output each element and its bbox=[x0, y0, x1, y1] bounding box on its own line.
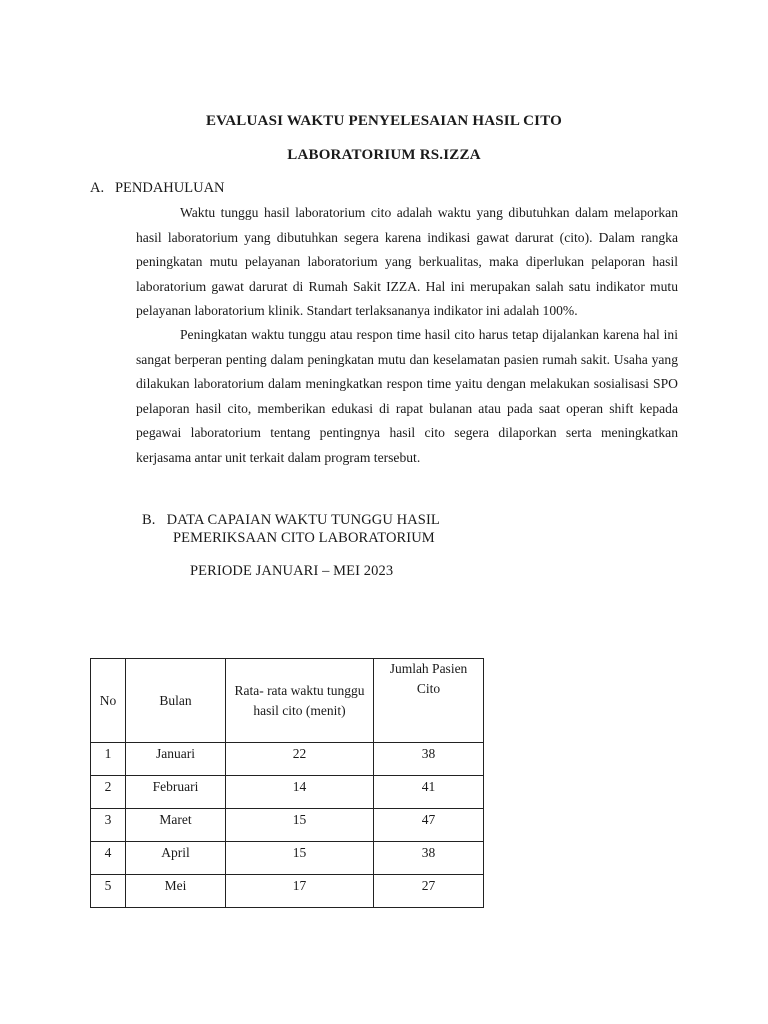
paragraph-1-text: Waktu tunggu hasil laboratorium cito adalah waktu yang dibutuhkan dalam melaporkan hasil laboratorium yang dibutuhkan segera karena indikasi gawat darurat (cito). Dalam rangka peningkatan mutu pelayanan laboratorium yang berkualitas, maka diperlukan pelaporan hasil laboratorium gawat darurat di Rumah Sakit IZZA. Hal ini merupakan salah satu indikator mutu pelayanan laboratorium klinik. Standart terlaksananya indikator ini adalah 100%. bbox=[136, 205, 678, 319]
header-bulan: Bulan bbox=[126, 659, 226, 743]
cell-jumlah: 38 bbox=[374, 743, 484, 776]
table-header-row bbox=[91, 659, 484, 743]
header-no: No bbox=[91, 659, 126, 743]
cell-jumlah: 41 bbox=[374, 776, 484, 809]
cell-jumlah: 38 bbox=[374, 842, 484, 875]
section-b-heading-line2: PEMERIKSAAN CITO LABORATORIUM bbox=[173, 530, 435, 546]
paragraph-1 bbox=[136, 201, 678, 324]
cell-jumlah: 27 bbox=[374, 875, 484, 908]
header-rata-rata: Rata- rata waktu tunggu hasil cito (menit) bbox=[226, 659, 374, 743]
paragraph-2-text: Peningkatan waktu tunggu atau respon time hasil cito harus tetap dijalankan karena hal ini sangat berperan penting dalam peningkatan mutu dan keselamatan pasien rumah sakit. Usaha yang dilakukan laboratorium dalam meningkatkan respon time yaitu dengan melakukan sosialisasi SPO pelaporan hasil cito, memberikan edukasi di rapat bulanan atau pada saat operan shift kepada pegawai laboratorium tentang pentingnya hasil cito segera dilaporkan serta meningkatkan kerjasama antar unit terkait dalam program tersebut. bbox=[136, 327, 678, 465]
document-title: EVALUASI WAKTU PENYELESAIAN HASIL CITO bbox=[205, 113, 563, 129]
cell-rata-rata: 15 bbox=[226, 842, 374, 875]
data-table bbox=[90, 658, 484, 908]
document-subtitle: LABORATORIUM RS.IZZA bbox=[287, 147, 481, 163]
cell-bulan: April bbox=[126, 842, 226, 875]
cell-no: 5 bbox=[91, 875, 126, 908]
cell-bulan: Maret bbox=[126, 809, 226, 842]
cell-no: 1 bbox=[91, 743, 126, 776]
table-row bbox=[91, 776, 484, 809]
cell-rata-rata: 14 bbox=[226, 776, 374, 809]
cell-jumlah: 47 bbox=[374, 809, 484, 842]
cell-bulan: Februari bbox=[126, 776, 226, 809]
table-row bbox=[91, 875, 484, 908]
cell-rata-rata: 15 bbox=[226, 809, 374, 842]
cell-no: 4 bbox=[91, 842, 126, 875]
cell-rata-rata: 22 bbox=[226, 743, 374, 776]
table-row bbox=[91, 842, 484, 875]
cell-bulan: Januari bbox=[126, 743, 226, 776]
cell-rata-rata: 17 bbox=[226, 875, 374, 908]
header-jumlah-pasien: Jumlah Pasien Cito bbox=[374, 659, 484, 743]
cell-no: 3 bbox=[91, 809, 126, 842]
table-row bbox=[91, 743, 484, 776]
cell-bulan: Mei bbox=[126, 875, 226, 908]
cell-no: 2 bbox=[91, 776, 126, 809]
period-label: PERIODE JANUARI – MEI 2023 bbox=[190, 563, 394, 579]
section-a-heading: A. PENDAHULUAN bbox=[90, 180, 225, 196]
paragraph-2 bbox=[136, 323, 678, 471]
table-row bbox=[91, 809, 484, 842]
section-b-heading: B. DATA CAPAIAN WAKTU TUNGGU HASIL bbox=[142, 512, 440, 528]
